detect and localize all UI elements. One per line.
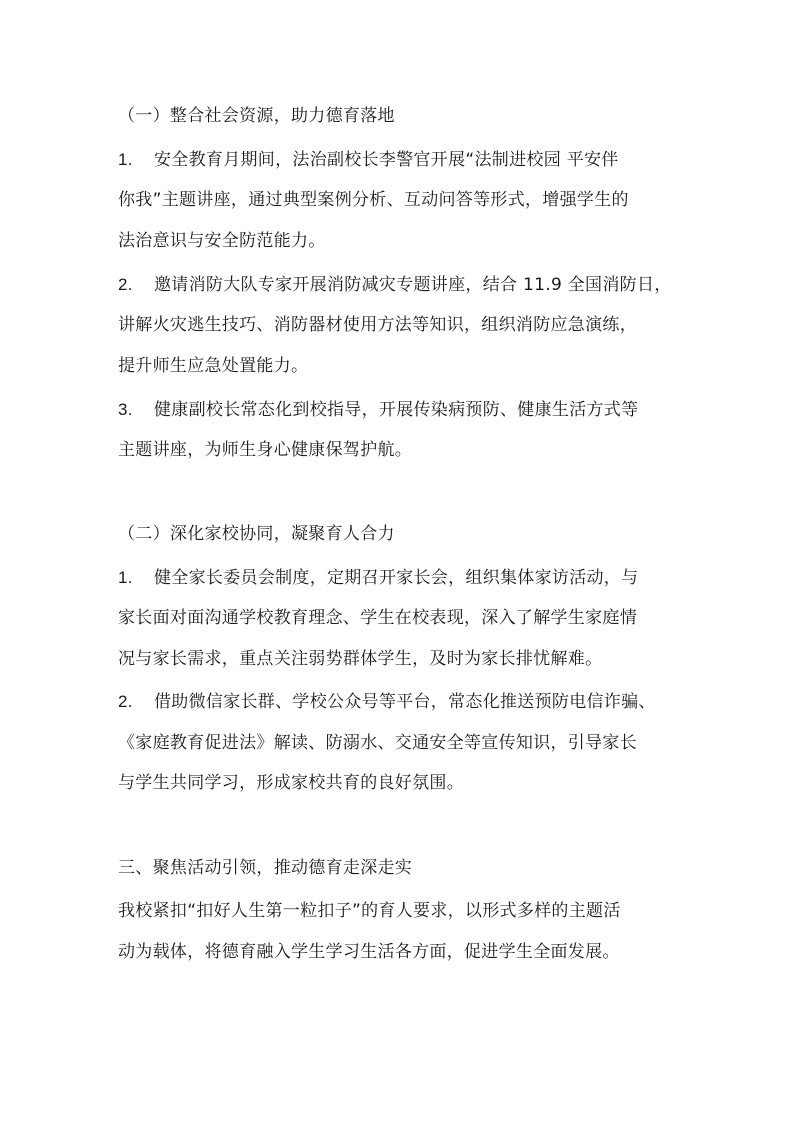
- paragraph-text: 安全教育月期间，法治副校长李警官开展“法制进校园 平安伴: [154, 150, 619, 170]
- section-heading: 三、聚焦活动引领，推动德育走深走实: [118, 858, 413, 878]
- paragraph-line: 《家庭教育促进法》解读、防溺水、交通安全等宣传知识，引导家长: [118, 733, 637, 753]
- list-number: 2.: [118, 275, 133, 294]
- list-item-line: [118, 273, 672, 297]
- paragraph-line: 我校紧扣“扣好人生第一粒扣子”的育人要求，以形式多样的主题活: [118, 901, 621, 921]
- section-heading: （二）深化家校协同，凝聚育人合力: [118, 524, 395, 544]
- paragraph-text: 邀请消防大队专家开展消防减灾专题讲座，结合 11.9 全国消防日，: [154, 275, 672, 295]
- paragraph-line: 你我”主题讲座，通过典型案例分析、互动问答等形式，增强学生的: [118, 190, 629, 210]
- paragraph-line: 家长面对面沟通学校教育理念、学生在校表现，深入了解学生家庭情: [118, 608, 637, 628]
- paragraph-line: 况与家长需求，重点关注弱势群体学生，及时为家长排忧解难。: [118, 649, 603, 669]
- list-item-line: [118, 148, 619, 172]
- paragraph-line: 提升师生应急处置能力。: [118, 356, 309, 376]
- list-number: 2.: [118, 692, 133, 711]
- list-item-line: [118, 566, 638, 590]
- list-item-line: [118, 690, 656, 714]
- paragraph-line: 与学生共同学习，形成家校共育的良好氛围。: [118, 773, 464, 793]
- section-heading: （一）整合社会资源，助力德育落地: [118, 106, 395, 126]
- paragraph-text: 健全家长委员会制度，定期召开家长会，组织集体家访活动，与: [154, 568, 639, 588]
- list-number: 1.: [118, 568, 133, 587]
- list-number: 1.: [118, 150, 133, 169]
- list-number: 3.: [118, 400, 133, 419]
- list-item-line: [118, 398, 638, 422]
- paragraph-line: 讲解火灾逃生技巧、消防器材使用方法等知识，组织消防应急演练，: [118, 315, 637, 335]
- paragraph-text: 借助微信家长群、学校公众号等平台，常态化推送预防电信诈骗、: [154, 692, 656, 712]
- paragraph-line: 法治意识与安全防范能力。: [118, 231, 326, 251]
- paragraph-line: 主题讲座，为师生身心健康保驾护航。: [118, 440, 413, 460]
- paragraph-text: 健康副校长常态化到校指导，开展传染病预防、健康生活方式等: [154, 400, 639, 420]
- paragraph-line: 动为载体，将德育融入学生学习生活各方面，促进学生全面发展。: [118, 942, 620, 962]
